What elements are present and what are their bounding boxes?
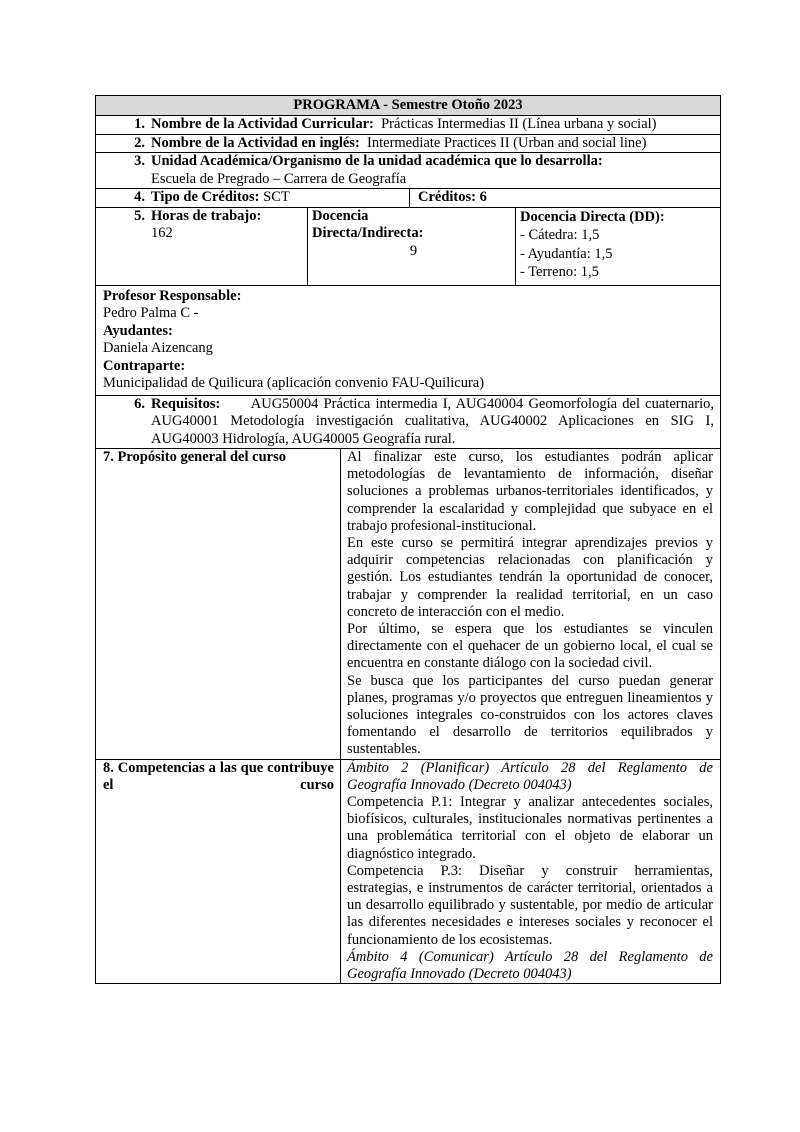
credits-label: Créditos: 6 [418,189,487,205]
docencia-label-line2: Directa/Indirecta: [312,225,424,241]
item-number: 3. [134,153,145,169]
docencia-label: Docencia [312,207,369,224]
purpose-paragraph: Al finalizar este curso, los estudiantes podrán aplicar metodologías de levantamiento de información, diseñar soluciones a problemas urbanos-territoriales identificados, y comprender la escalaridad y complejidad que subyace en el trabajo profesional-institucional. [347,449,713,534]
program-title: PROGRAMA - Semestre Otoño 2023 [96,96,720,116]
item-number: 5. [134,207,145,224]
program-table [95,95,721,984]
row-activity-name-english [96,135,720,154]
field-label: Nombre de la Actividad en inglés: [151,134,360,151]
docencia-value: 9 [409,242,418,259]
field-value: AUG50004 Práctica intermedia I, AUG40004 Geomorfología del cuaternario, AUG40001 Metodología investigación cualitativa, AUG40002 Aplicaciones en SIG I, AUG40003 Hidrología, AUG40005 Geografía rural. [151,395,715,447]
item-number: 4. [134,189,145,205]
row-staff [96,286,720,396]
row-credit-type [96,189,720,208]
row-competencies [96,760,720,984]
field-value: Prácticas Intermedias II (Línea urbana y social) [381,116,657,132]
field-value: 162 [151,225,173,241]
assistants-value: Daniela Aizencang [103,340,213,356]
ambito-4-heading: Ámbito 4 (Comunicar) Artículo 28 del Reglamento de Geografía Innovado (Decreto 004043) [347,948,713,983]
competencies-label: 8. Competencias a las que contribuye el curso [103,759,334,794]
assistants-label: Ayudantes: [103,322,173,339]
dd-item: - Ayudantía: 1,5 [520,245,613,262]
purpose-label: 7. Propósito general del curso [103,449,286,465]
item-number: 6. [134,395,145,412]
purpose-paragraph: Por último, se espera que los estudiantes se vinculen directamente con el quehacer de un gobierno local, el cual se encuentra en constante diálogo con la sociedad civil. [347,621,713,672]
dd-item: - Cátedra: 1,5 [520,227,600,243]
ambito-2-heading: Ámbito 2 (Planificar) Artículo 28 del Reglamento de Geografía Innovado (Decreto 004043) [347,759,713,793]
dd-label: Docencia Directa (DD): [520,208,665,225]
item-number: 1. [134,116,145,132]
row-academic-unit [96,153,720,189]
counterpart-value: Municipalidad de Quilicura (aplicación convenio FAU-Quilicura) [103,375,485,391]
competency-p1: Competencia P.1: Integrar y analizar antecedentes sociales, biofísicos, culturales, institucionales normativas pertinentes a una problemática territorial con el objeto de elaborar un diagnóstico integrado. [347,794,713,862]
item-number: 2. [134,134,145,151]
competency-p3: Competencia P.3: Diseñar y construir herramientas, estrategias, e instrumentos de carácter territorial, orientados a un desarrollo equilibrado y sustentable, por medio de articular las diferentes necesidades e intereses sociales y reconocer el funcionamiento de los ecosistemas. [347,862,713,948]
row-work-hours [96,208,720,286]
purpose-paragraph: Se busca que los participantes del curso puedan generar planes, programas y/o proyectos que entreguen lineamientos y soluciones integrales co-construidos con los actores claves fomentando el desarrollo de territorios equilibrados y sustentables. [347,672,713,758]
row-requirements [96,396,720,450]
row-activity-name [96,116,720,135]
field-value: Escuela de Pregrado – Carrera de Geografía [151,170,407,187]
dd-item: - Terreno: 1,5 [520,264,599,280]
field-label: Requisitos: [151,395,221,412]
professor-value: Pedro Palma C - [103,305,199,321]
field-label: Horas de trabajo: [151,207,262,224]
field-label: Unidad Académica/Organismo de la unidad académica que lo desarrolla: [151,153,603,169]
counterpart-label: Contraparte: [103,357,186,374]
professor-label: Profesor Responsable: [103,287,242,304]
field-value: Intermediate Practices II (Urban and social line) [367,134,647,151]
row-purpose [96,449,720,760]
field-value: SCT [263,189,290,205]
purpose-paragraph: En este curso se permitirá integrar aprendizajes previos y adquirir competencias relacionadas con planificación y gestión. Los estudiantes tendrán la oportunidad de conocer, trabajar y comprender la realidad territorial, en un caso concreto de interacción con el medio. [347,535,713,620]
field-label: Tipo de Créditos: [151,189,260,205]
field-label: Nombre de la Actividad Curricular: [151,116,374,132]
